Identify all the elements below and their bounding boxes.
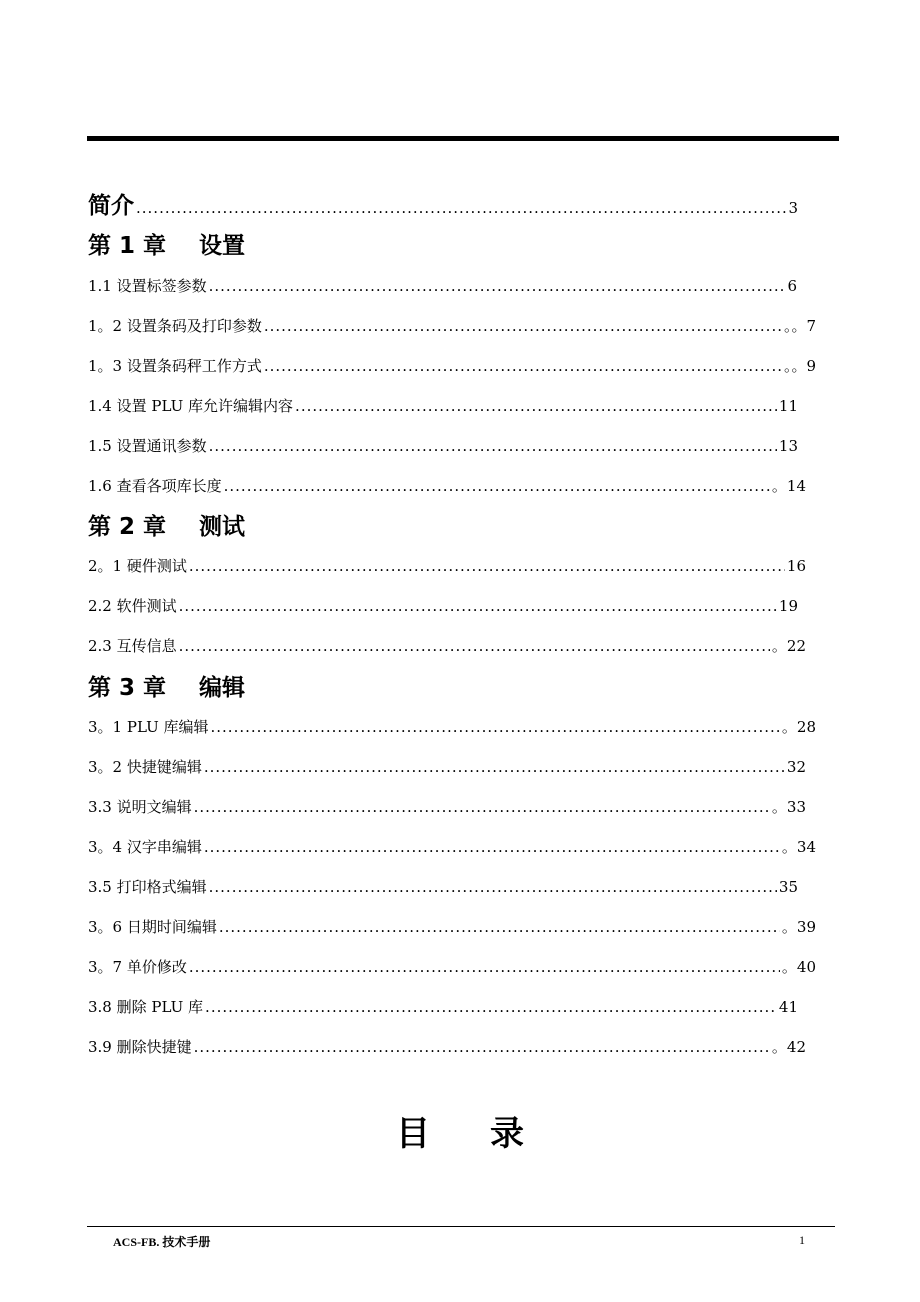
- toc-entry-label: 3。1 PLU 库编辑: [88, 718, 209, 736]
- chapter-number: 第 1 章: [88, 233, 167, 259]
- toc-leader-dots: [209, 437, 777, 455]
- chapter-number: 第 3 章: [88, 675, 167, 701]
- toc-leader-dots: [219, 918, 780, 936]
- toc-entry-page: 。14: [771, 477, 806, 495]
- toc-leader-dots: [295, 397, 777, 415]
- toc-entry-page: 6: [787, 277, 797, 295]
- toc-entry[interactable]: [88, 435, 798, 456]
- toc-entry-label: 1。2 设置条码及打印参数: [88, 317, 262, 335]
- document-title: 目录: [396, 1114, 584, 1154]
- toc-entry-page: 32: [786, 758, 806, 776]
- footer-rule: [87, 1226, 835, 1227]
- toc-entry-label: 3。2 快捷键编辑: [88, 758, 202, 776]
- toc-entry-label: 2。1 硬件测试: [88, 557, 187, 575]
- toc-leader-dots: [209, 277, 786, 295]
- toc-leader-dots: [189, 958, 780, 976]
- toc-entry[interactable]: [88, 555, 806, 576]
- toc-leader-dots: [179, 597, 777, 615]
- toc-entry-label: 2.3 互传信息: [88, 637, 177, 655]
- toc-leader-dots: [264, 357, 782, 375]
- toc-entry-page: 。39: [781, 918, 816, 936]
- toc-leader-dots: [224, 477, 770, 495]
- footer-page-number: 1: [799, 1233, 805, 1247]
- toc-entry-label: 1.1 设置标签参数: [88, 277, 207, 295]
- toc-entry-label: 3。7 单价修改: [88, 958, 187, 976]
- toc-entry-page: 。。7: [783, 317, 816, 335]
- toc-entry-label: 1.6 查看各项库长度: [88, 477, 222, 495]
- footer-manual-name: ACS-FB. 技术手册: [113, 1235, 211, 1249]
- toc-entry-label: 3.9 删除快捷键: [88, 1038, 192, 1056]
- toc-entry-page: 13: [778, 437, 798, 455]
- toc-entry[interactable]: [88, 275, 797, 296]
- toc-entry[interactable]: [88, 756, 806, 777]
- toc-entry[interactable]: [88, 996, 798, 1017]
- toc-entry[interactable]: [88, 1036, 806, 1057]
- toc-entry-page: 。42: [771, 1038, 806, 1056]
- chapter-heading-1[interactable]: [88, 227, 245, 260]
- toc-leader-dots: [194, 1038, 770, 1056]
- chapter-heading-3[interactable]: [88, 669, 245, 702]
- toc-leader-dots: [211, 718, 780, 736]
- toc-entry-page: 35: [778, 878, 798, 896]
- toc-entry-label: 1.4 设置 PLU 库允许编辑内容: [88, 397, 294, 415]
- toc-entry-page: 41: [778, 998, 798, 1016]
- chapter-number: 第 2 章: [88, 514, 167, 540]
- toc-leader-dots: [264, 317, 782, 335]
- toc-entry-label: 1.5 设置通讯参数: [88, 437, 207, 455]
- chapter-title: 设置: [199, 233, 245, 259]
- toc-entry-page: 。34: [781, 838, 816, 856]
- toc-entry-page: 3: [788, 199, 798, 217]
- toc-leader-dots: [205, 998, 777, 1016]
- toc-entry-page: 。28: [781, 718, 816, 736]
- toc-leader-dots: [179, 637, 770, 655]
- toc-leader-dots: [209, 878, 777, 896]
- toc-entry-label: 3。4 汉字串编辑: [88, 838, 202, 856]
- toc-entry-page: 。33: [771, 798, 806, 816]
- toc-entry-label: 3.3 说明文编辑: [88, 798, 192, 816]
- toc-entry-page: 。22: [771, 637, 806, 655]
- toc-leader-dots: [194, 798, 770, 816]
- toc-entry[interactable]: [88, 635, 806, 656]
- chapter-title: 编辑: [199, 675, 245, 701]
- toc-entry-label: 3。6 日期时间编辑: [88, 918, 217, 936]
- toc-entry-intro[interactable]: [88, 187, 798, 220]
- toc-entry[interactable]: [88, 716, 816, 737]
- toc-entry[interactable]: [88, 315, 816, 336]
- toc-entry[interactable]: [88, 836, 816, 857]
- toc-leader-dots: [204, 838, 780, 856]
- toc-entry-label: 1。3 设置条码秤工作方式: [88, 357, 262, 375]
- chapter-heading-2[interactable]: [88, 508, 245, 541]
- toc-leader-dots: [189, 557, 785, 575]
- toc-entry-label: 3.5 打印格式编辑: [88, 878, 207, 896]
- toc-entry[interactable]: [88, 916, 816, 937]
- toc-entry[interactable]: [88, 956, 816, 977]
- toc-entry[interactable]: [88, 475, 806, 496]
- toc-entry-label: 简介: [88, 193, 134, 219]
- toc-entry-page: 19: [778, 597, 798, 615]
- toc-leader-dots: [204, 758, 785, 776]
- toc-entry[interactable]: [88, 876, 798, 897]
- toc-entry-label: 3.8 删除 PLU 库: [88, 998, 204, 1016]
- toc-entry[interactable]: [88, 395, 798, 416]
- toc-entry-label: 2.2 软件测试: [88, 597, 177, 615]
- toc-entry[interactable]: [88, 796, 806, 817]
- top-rule: [87, 136, 839, 141]
- toc-entry-page: 11: [778, 397, 798, 415]
- toc-entry-page: 16: [786, 557, 806, 575]
- toc-entry-page: 。。9: [783, 357, 816, 375]
- chapter-title: 测试: [199, 514, 245, 540]
- toc-entry[interactable]: [88, 355, 816, 376]
- toc-entry[interactable]: [88, 595, 798, 616]
- toc-leader-dots: [136, 199, 786, 217]
- toc-entry-page: 。40: [781, 958, 816, 976]
